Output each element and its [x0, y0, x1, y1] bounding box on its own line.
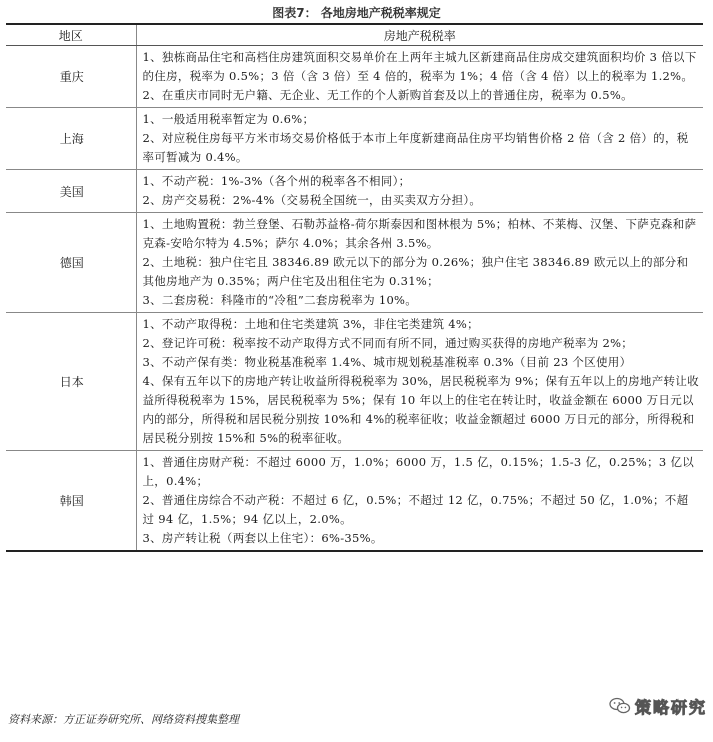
figure-caption: 图表7： 各地房地产税税率规定 [272, 6, 441, 20]
tax-rate-cell [136, 46, 703, 108]
rate-item: 3、二套房税：科隆市的“冷租”二套房税率为 10%。 [142, 293, 418, 307]
table-row [6, 451, 703, 552]
rate-item: 1、一般适用税率暂定为 0.6%； [142, 112, 315, 126]
tax-rate-cell [136, 451, 703, 552]
region-cell: 美国 [6, 170, 136, 213]
region-cell: 德国 [6, 213, 136, 313]
header-region: 地区 [6, 24, 136, 46]
tax-rate-cell [136, 313, 703, 451]
rate-item: 2、对应税住房每平方米市场交易价格低于本市上年度新建商品住房平均销售价格 2 倍（含 2 倍）的，税率可暂减为 0.4%。 [142, 131, 689, 164]
wechat-icon [609, 697, 631, 715]
table-row [6, 213, 703, 313]
rate-item: 2、登记许可税：税率按不动产取得方式不同而有所不同，通过购买获得的房地产税率为 2%； [142, 336, 634, 350]
table-row [6, 108, 703, 170]
table-row [6, 170, 703, 213]
rate-item: 3、房产转让税（两套以上住宅）：6%-35%。 [142, 531, 383, 545]
region-cell: 韩国 [6, 451, 136, 552]
table-header-row [6, 24, 703, 46]
rate-item: 3、不动产保有类：物业税基准税率 1.4%、城市规划税基准税率 0.3%（目前 23 个区使用） [142, 355, 632, 369]
source-note: 资料来源：方正证券研究所、网络资料搜集整理 [8, 713, 239, 726]
rate-item: 2、房产交易税：2%-4%（交易税全国统一，由买卖双方分担）。 [142, 193, 482, 207]
watermark-text: 策略研究 [634, 697, 707, 717]
header-tax-rate: 房地产税税率 [136, 24, 703, 46]
tax-rate-cell [136, 170, 703, 213]
region-cell: 上海 [6, 108, 136, 170]
region-cell: 日本 [6, 313, 136, 451]
rate-item: 1、不动产取得税：土地和住宅类建筑 3%，非住宅类建筑 4%； [142, 317, 479, 331]
table-row [6, 46, 703, 108]
tax-rate-cell [136, 108, 703, 170]
rate-item: 2、土地税：独户住宅且 38346.89 欧元以下的部分为 0.26%；独户住宅 38346.89 欧元以上的部分和其他房地产为 0.35%；两户住宅及出租住宅为 0.31%； [142, 255, 689, 288]
table-row [6, 313, 703, 451]
rate-item: 1、独栋商品住宅和高档住房建筑面积交易单价在上两年主城九区新建商品住房成交建筑面积均价 3 倍以下的住房，税率为 0.5%；3 倍（含 3 倍）至 4 倍的，税率为 1%；4 倍（含 4 倍）以上的税率为 1.2%。 [142, 50, 697, 83]
rate-item: 1、土地购置税：勃兰登堡、石勒苏益格-荷尔斯泰因和图林根为 5%；柏林、不莱梅、汉堡、下萨克森和萨克森-安哈尔特为 4.5%；萨尔 4.0%；其余各州 3.5%。 [142, 217, 697, 250]
rate-item: 1、不动产税：1%-3%（各个州的税率各不相同）； [142, 174, 411, 188]
rate-item: 4、保有五年以下的房地产转让收益所得税税率为 30%，居民税税率为 9%；保有五年以上的房地产转让收益所得税税率为 15%，居民税税率为 5%；保有 10 年以上的住宅在转让时，收益金额在 6000 万日元以内的部分，所得税和居民税分别按 10%和 4%的税率征收；收益金额超过 6000 万日元的部分，所得税和居民税分别按 15%和 5%的税率征收。 [142, 374, 699, 445]
rate-item: 1、普通住房财产税：不超过 6000 万，1.0%；6000 万，1.5 亿，0.15%；1.5-3 亿，0.25%；3 亿以上，0.4%； [142, 455, 695, 488]
tax-rate-cell [136, 213, 703, 313]
region-cell: 重庆 [6, 46, 136, 108]
rate-item: 2、普通住房综合不动产税：不超过 6 亿，0.5%；不超过 12 亿，0.75%；不超过 50 亿，1.0%；不超过 94 亿，1.5%；94 亿以上，2.0%。 [142, 493, 689, 526]
watermark [609, 694, 707, 718]
rate-item: 2、在重庆市同时无户籍、无企业、无工作的个人新购首套及以上的普通住房，税率为 0.5%。 [142, 88, 633, 102]
tax-rate-table [6, 23, 703, 552]
